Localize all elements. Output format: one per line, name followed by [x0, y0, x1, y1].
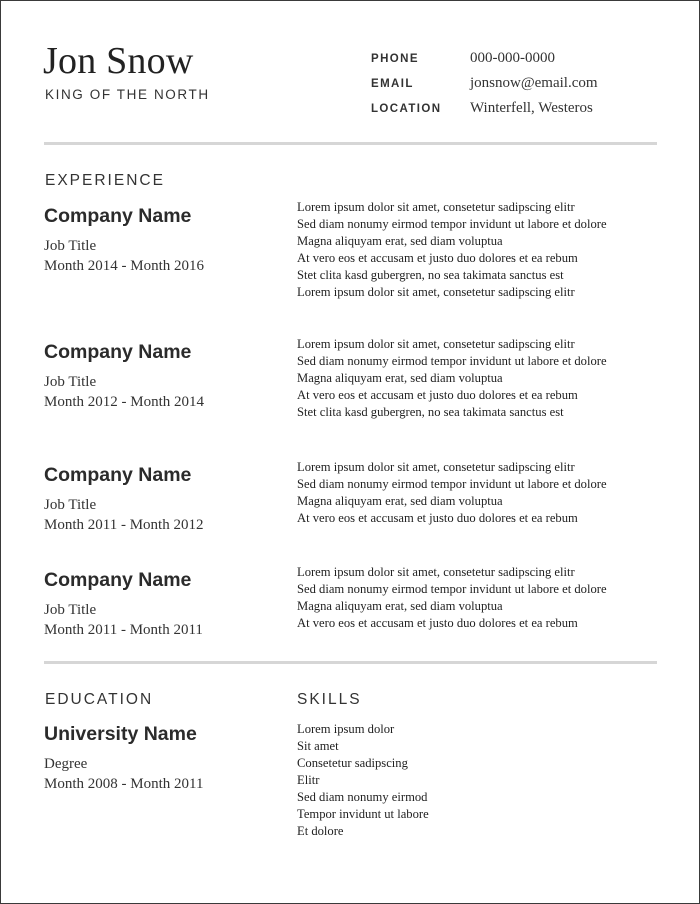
description-line: Magna aliquyam erat, sed diam voluptua — [297, 371, 503, 385]
education-entry — [44, 722, 203, 794]
description-line: Lorem ipsum dolor sit amet, consetetur sadipscing elitr — [297, 565, 575, 579]
contact-row-location — [371, 96, 598, 121]
contact-value-phone: 000-000-0000 — [470, 50, 555, 66]
section-divider — [44, 661, 657, 664]
description-line: At vero eos et accusam et justo duo dolores et ea rebum — [297, 511, 578, 525]
description-line: Magna aliquyam erat, sed diam voluptua — [297, 234, 503, 248]
description-line: Lorem ipsum dolor sit amet, consetetur sadipscing elitr — [297, 200, 575, 214]
job-title: Job Title — [44, 238, 97, 254]
skill-item: Lorem ipsum dolor — [297, 722, 395, 736]
description-line: Magna aliquyam erat, sed diam voluptua — [297, 494, 503, 508]
description-line: Lorem ipsum dolor sit amet, consetetur sadipscing elitr — [297, 285, 575, 299]
job-dates: Month 2011 - Month 2011 — [44, 622, 203, 638]
degree: Degree — [44, 756, 88, 772]
company-name: Company Name — [44, 569, 192, 591]
company-name: Company Name — [44, 205, 192, 227]
section-divider — [44, 142, 657, 145]
job-description — [297, 459, 637, 527]
job-description — [297, 199, 637, 301]
job-title: Job Title — [44, 497, 97, 513]
contact-value-email: jonsnow@email.com — [470, 75, 598, 91]
description-line: Sed diam nonumy eirmod tempor invidunt ut labore et dolore — [297, 477, 607, 491]
contact-block — [371, 46, 598, 121]
description-line: Magna aliquyam erat, sed diam voluptua — [297, 599, 503, 613]
experience-heading: EXPERIENCE — [45, 172, 165, 189]
candidate-tagline: KING OF THE NORTH — [45, 87, 210, 102]
description-line: Sed diam nonumy eirmod tempor invidunt ut labore et dolore — [297, 217, 607, 231]
job-dates: Month 2012 - Month 2014 — [44, 394, 205, 410]
skills-heading: SKILLS — [297, 691, 362, 708]
skill-item: Elitr — [297, 773, 320, 787]
description-line: At vero eos et accusam et justo duo dolores et ea rebum — [297, 388, 578, 402]
description-line: Stet clita kasd gubergren, no sea takimata sanctus est — [297, 405, 564, 419]
job-description — [297, 564, 637, 632]
description-line: Sed diam nonumy eirmod tempor invidunt ut labore et dolore — [297, 582, 607, 596]
skill-item: Consetetur sadipscing — [297, 756, 408, 770]
job-dates: Month 2014 - Month 2016 — [44, 258, 205, 274]
company-name: Company Name — [44, 464, 192, 486]
education-heading: EDUCATION — [45, 691, 154, 708]
description-line: Sed diam nonumy eirmod tempor invidunt ut labore et dolore — [297, 354, 607, 368]
contact-label: EMAIL — [371, 77, 414, 90]
candidate-name: Jon Snow — [43, 40, 194, 82]
education-dates: Month 2008 - Month 2011 — [44, 776, 204, 792]
skill-item: Sit amet — [297, 739, 339, 753]
contact-label: PHONE — [371, 52, 419, 65]
skills-list — [297, 721, 429, 840]
skill-item: Sed diam nonumy eirmod — [297, 790, 428, 804]
contact-row-email — [371, 71, 598, 96]
contact-row-phone — [371, 46, 598, 71]
job-entry — [44, 568, 203, 640]
description-line: Stet clita kasd gubergren, no sea takimata sanctus est — [297, 268, 564, 282]
skill-item: Tempor invidunt ut labore — [297, 807, 429, 821]
job-description — [297, 336, 637, 421]
description-line: Lorem ipsum dolor sit amet, consetetur sadipscing elitr — [297, 337, 575, 351]
description-line: At vero eos et accusam et justo duo dolores et ea rebum — [297, 251, 578, 265]
job-dates: Month 2011 - Month 2012 — [44, 517, 204, 533]
description-line: Lorem ipsum dolor sit amet, consetetur sadipscing elitr — [297, 460, 575, 474]
job-title: Job Title — [44, 374, 97, 390]
company-name: Company Name — [44, 341, 192, 363]
job-entry — [44, 340, 204, 412]
description-line: At vero eos et accusam et justo duo dolores et ea rebum — [297, 616, 578, 630]
job-entry — [44, 204, 204, 276]
job-entry — [44, 463, 203, 535]
skill-item: Et dolore — [297, 824, 344, 838]
contact-label: LOCATION — [371, 102, 442, 115]
university-name: University Name — [44, 723, 197, 745]
contact-value-location: Winterfell, Westeros — [470, 100, 593, 116]
job-title: Job Title — [44, 602, 97, 618]
